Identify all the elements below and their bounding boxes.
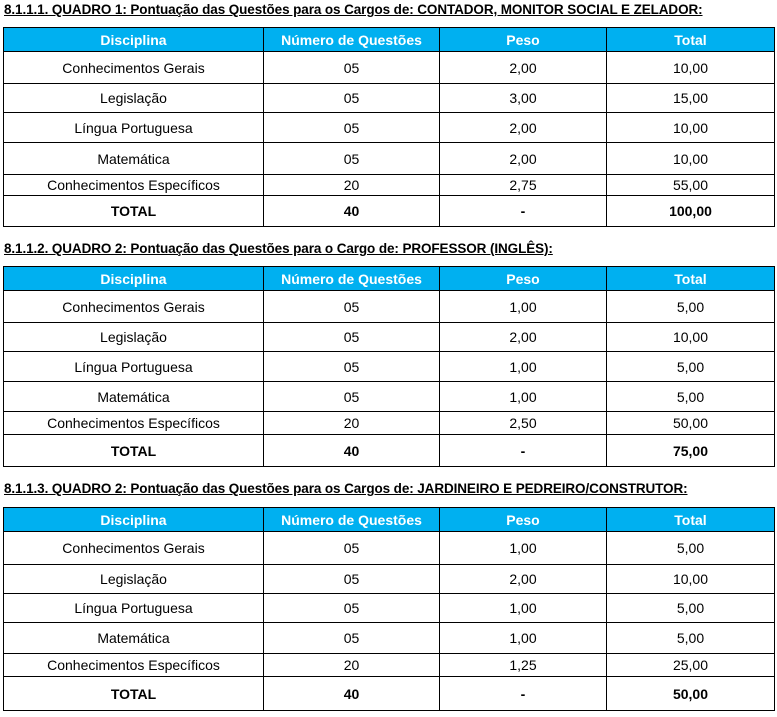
cell-peso: 2,00: [440, 323, 607, 352]
cell-total: 5,00: [607, 382, 775, 412]
table-row: [4, 532, 775, 565]
cell-peso: 1,00: [440, 594, 607, 623]
cell-disciplina: Legislação: [4, 84, 264, 113]
cell-questoes: 20: [264, 175, 440, 196]
cell-total: 25,00: [607, 654, 775, 677]
cell-questoes: 05: [264, 532, 440, 565]
table-row: [4, 594, 775, 623]
cell-disciplina: Conhecimentos Específicos: [4, 412, 264, 435]
quadro-3-table: [3, 507, 775, 711]
total-pontos: 75,00: [607, 435, 775, 467]
cell-total: 10,00: [607, 113, 775, 143]
cell-total: 5,00: [607, 594, 775, 623]
cell-peso: 2,50: [440, 412, 607, 435]
table-row: [4, 52, 775, 84]
cell-peso: 1,00: [440, 352, 607, 382]
quadro-2-table: [3, 266, 775, 467]
total-questoes: 40: [264, 196, 440, 227]
cell-questoes: 05: [264, 352, 440, 382]
table-row: [4, 623, 775, 654]
cell-disciplina: Matemática: [4, 143, 264, 175]
table-row: [4, 84, 775, 113]
cell-disciplina: Língua Portuguesa: [4, 594, 264, 623]
cell-disciplina: Matemática: [4, 623, 264, 654]
cell-questoes: 20: [264, 412, 440, 435]
cell-disciplina: Língua Portuguesa: [4, 352, 264, 382]
quadro-3-heading: 8.1.1.3. QUADRO 2: Pontuação das Questões para os Cargos de: JARDINEIRO E PEDREIRO/CONSTRUTOR:: [4, 481, 688, 496]
header-numero-questoes: Número de Questões: [264, 28, 440, 52]
table-row: [4, 143, 775, 175]
cell-total: 5,00: [607, 623, 775, 654]
cell-peso: 3,00: [440, 84, 607, 113]
cell-peso: 1,00: [440, 532, 607, 565]
cell-questoes: 05: [264, 143, 440, 175]
quadro-2-heading: 8.1.1.2. QUADRO 2: Pontuação das Questões para o Cargo de: PROFESSOR (INGLÊS):: [4, 241, 553, 256]
header-total: Total: [607, 267, 775, 291]
cell-peso: 1,00: [440, 623, 607, 654]
cell-total: 15,00: [607, 84, 775, 113]
header-disciplina: Disciplina: [4, 508, 264, 532]
header-disciplina: Disciplina: [4, 28, 264, 52]
cell-disciplina: Conhecimentos Gerais: [4, 291, 264, 323]
cell-questoes: 05: [264, 594, 440, 623]
cell-disciplina: Legislação: [4, 323, 264, 352]
total-label: TOTAL: [4, 435, 264, 467]
table-row: [4, 352, 775, 382]
table-row: [4, 175, 775, 196]
cell-total: 50,00: [607, 412, 775, 435]
cell-questoes: 05: [264, 291, 440, 323]
cell-questoes: 05: [264, 623, 440, 654]
header-peso: Peso: [440, 28, 607, 52]
cell-total: 5,00: [607, 532, 775, 565]
cell-peso: 1,00: [440, 291, 607, 323]
table-row: [4, 382, 775, 412]
cell-peso: 2,00: [440, 52, 607, 84]
table-header-row: [4, 508, 775, 532]
cell-questoes: 05: [264, 113, 440, 143]
quadro-1-heading: 8.1.1.1. QUADRO 1: Pontuação das Questões para os Cargos de: CONTADOR, MONITOR SOCIAL E ZELADOR:: [4, 2, 703, 17]
cell-disciplina: Legislação: [4, 565, 264, 594]
cell-disciplina: Matemática: [4, 382, 264, 412]
cell-disciplina: Conhecimentos Específicos: [4, 654, 264, 677]
total-questoes: 40: [264, 435, 440, 467]
total-peso: -: [440, 677, 607, 711]
cell-peso: 2,00: [440, 113, 607, 143]
cell-questoes: 05: [264, 52, 440, 84]
cell-total: 10,00: [607, 565, 775, 594]
cell-total: 55,00: [607, 175, 775, 196]
cell-total: 5,00: [607, 291, 775, 323]
total-label: TOTAL: [4, 677, 264, 711]
quadro-1-table: [3, 27, 775, 227]
cell-peso: 2,00: [440, 143, 607, 175]
header-numero-questoes: Número de Questões: [264, 508, 440, 532]
total-questoes: 40: [264, 677, 440, 711]
table-row: [4, 113, 775, 143]
cell-questoes: 05: [264, 382, 440, 412]
header-peso: Peso: [440, 267, 607, 291]
table-total-row: [4, 435, 775, 467]
cell-questoes: 05: [264, 323, 440, 352]
cell-peso: 1,25: [440, 654, 607, 677]
cell-peso: 2,00: [440, 565, 607, 594]
cell-questoes: 20: [264, 654, 440, 677]
cell-peso: 1,00: [440, 382, 607, 412]
total-peso: -: [440, 435, 607, 467]
table-row: [4, 565, 775, 594]
cell-peso: 2,75: [440, 175, 607, 196]
header-disciplina: Disciplina: [4, 267, 264, 291]
table-total-row: [4, 677, 775, 711]
header-numero-questoes: Número de Questões: [264, 267, 440, 291]
total-peso: -: [440, 196, 607, 227]
cell-questoes: 05: [264, 84, 440, 113]
total-pontos: 100,00: [607, 196, 775, 227]
table-total-row: [4, 196, 775, 227]
cell-disciplina: Conhecimentos Gerais: [4, 532, 264, 565]
total-label: TOTAL: [4, 196, 264, 227]
table-header-row: [4, 28, 775, 52]
table-row: [4, 412, 775, 435]
total-pontos: 50,00: [607, 677, 775, 711]
cell-disciplina: Conhecimentos Específicos: [4, 175, 264, 196]
header-total: Total: [607, 508, 775, 532]
cell-total: 10,00: [607, 143, 775, 175]
cell-total: 10,00: [607, 323, 775, 352]
cell-disciplina: Língua Portuguesa: [4, 113, 264, 143]
table-header-row: [4, 267, 775, 291]
cell-questoes: 05: [264, 565, 440, 594]
cell-total: 10,00: [607, 52, 775, 84]
header-total: Total: [607, 28, 775, 52]
cell-disciplina: Conhecimentos Gerais: [4, 52, 264, 84]
table-row: [4, 291, 775, 323]
cell-total: 5,00: [607, 352, 775, 382]
header-peso: Peso: [440, 508, 607, 532]
table-row: [4, 323, 775, 352]
table-row: [4, 654, 775, 677]
